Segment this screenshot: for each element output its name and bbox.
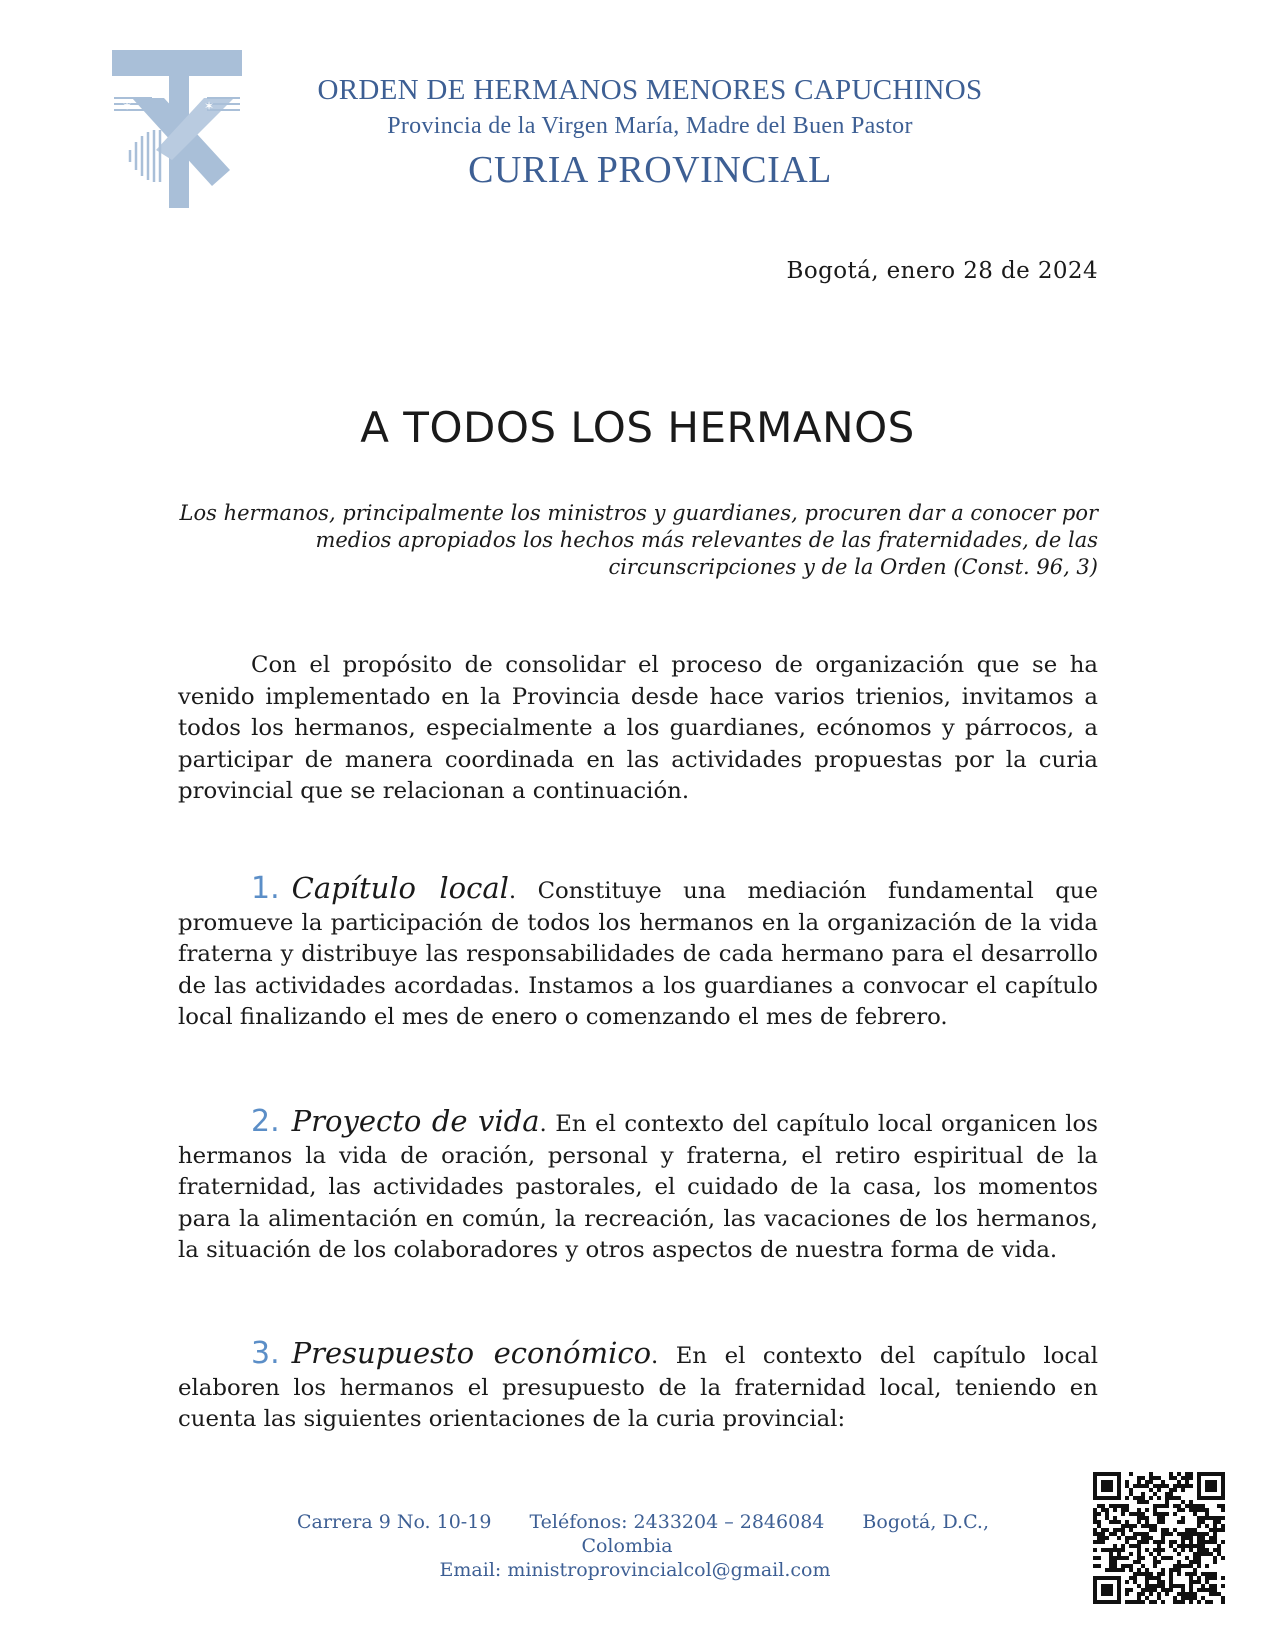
footer-email: Email: ministroprovincialcol@gmail.com (439, 1559, 831, 1581)
intro-paragraph: Con el propósito de consolidar el proceso de organización que se ha venido implementado en la Provincia desde hace varios trienios, invitamos a todos los hermanos, especialmente a los guardianes, ecónomos y párrocos, a participar de manera coordinada en las actividades propuestas por la curia provincial que se relacionan a continuación. (178, 652, 1098, 805)
tau-cross-logo-icon (112, 50, 250, 208)
order-name: ORDEN DE HERMANOS MENORES CAPUCHINOS (317, 74, 983, 106)
item-text: . En el contexto del capítulo local organicen los hermanos la vida de oración, personal y fraterna, el retiro espiritual de la fraternidad, las actividades pastorales, el cuidado de la casa, los momentos para la alimentación en común, la recreación, las vacaciones de los hermanos, la situación de los colaboradores y otros aspectos de nuestra forma de vida. (178, 1111, 1098, 1264)
curia-name: CURIA PROVINCIAL (468, 149, 832, 191)
item-number: 2. (251, 1104, 280, 1139)
letterhead (250, 72, 1050, 194)
list-item (178, 873, 1098, 1034)
item-number: 1. (251, 871, 280, 906)
item-text: . Constituye una mediación fundamental que promueve la participación de todos los hermanos en la organización de la vida fraterna y distribuye las responsabilidades de cada hermano para el desarrollo de las actividades acordadas. Instamos a los guardianes a convocar el capítulo local finalizando el mes de enero o comenzando el mes de febrero. (178, 878, 1098, 1031)
item-number: 3. (251, 1336, 280, 1371)
epigraph-quote: Los hermanos, principalmente los ministros y guardianes, procuren dar a conocer por medios apropiados los hechos más relevantes de las fraternidades, de las circunscripciones y de la Orden (Const. 96, 3) (179, 501, 1098, 579)
list-item (178, 1106, 1098, 1267)
letter-title: A TODOS LOS HERMANOS (360, 403, 915, 452)
footer-address: Carrera 9 No. 10-19 (296, 1511, 492, 1533)
list-item (178, 1338, 1098, 1436)
item-text: . En el contexto del capítulo local elaboren los hermanos el presupuesto de la fraternidad local, teniendo en cuenta las siguientes orientaciones de la curia provincial: (178, 1343, 1098, 1433)
svg-text:✶: ✶ (122, 99, 133, 113)
svg-text:✶: ✶ (204, 99, 215, 113)
qr-code-icon (1093, 1472, 1225, 1604)
footer-phones: Teléfonos: 2433204 – 2846084 (529, 1511, 825, 1533)
item-heading: Capítulo local (291, 871, 509, 905)
footer-city: Bogotá, D.C., Colombia (581, 1511, 990, 1557)
letter-date: Bogotá, enero 28 de 2024 (786, 258, 1098, 284)
item-heading: Proyecto de vida (291, 1104, 540, 1138)
letter-footer (240, 1510, 1030, 1582)
province-name: Provincia de la Virgen María, Madre del Buen Pastor (387, 113, 913, 139)
item-heading: Presupuesto económico (291, 1336, 652, 1370)
